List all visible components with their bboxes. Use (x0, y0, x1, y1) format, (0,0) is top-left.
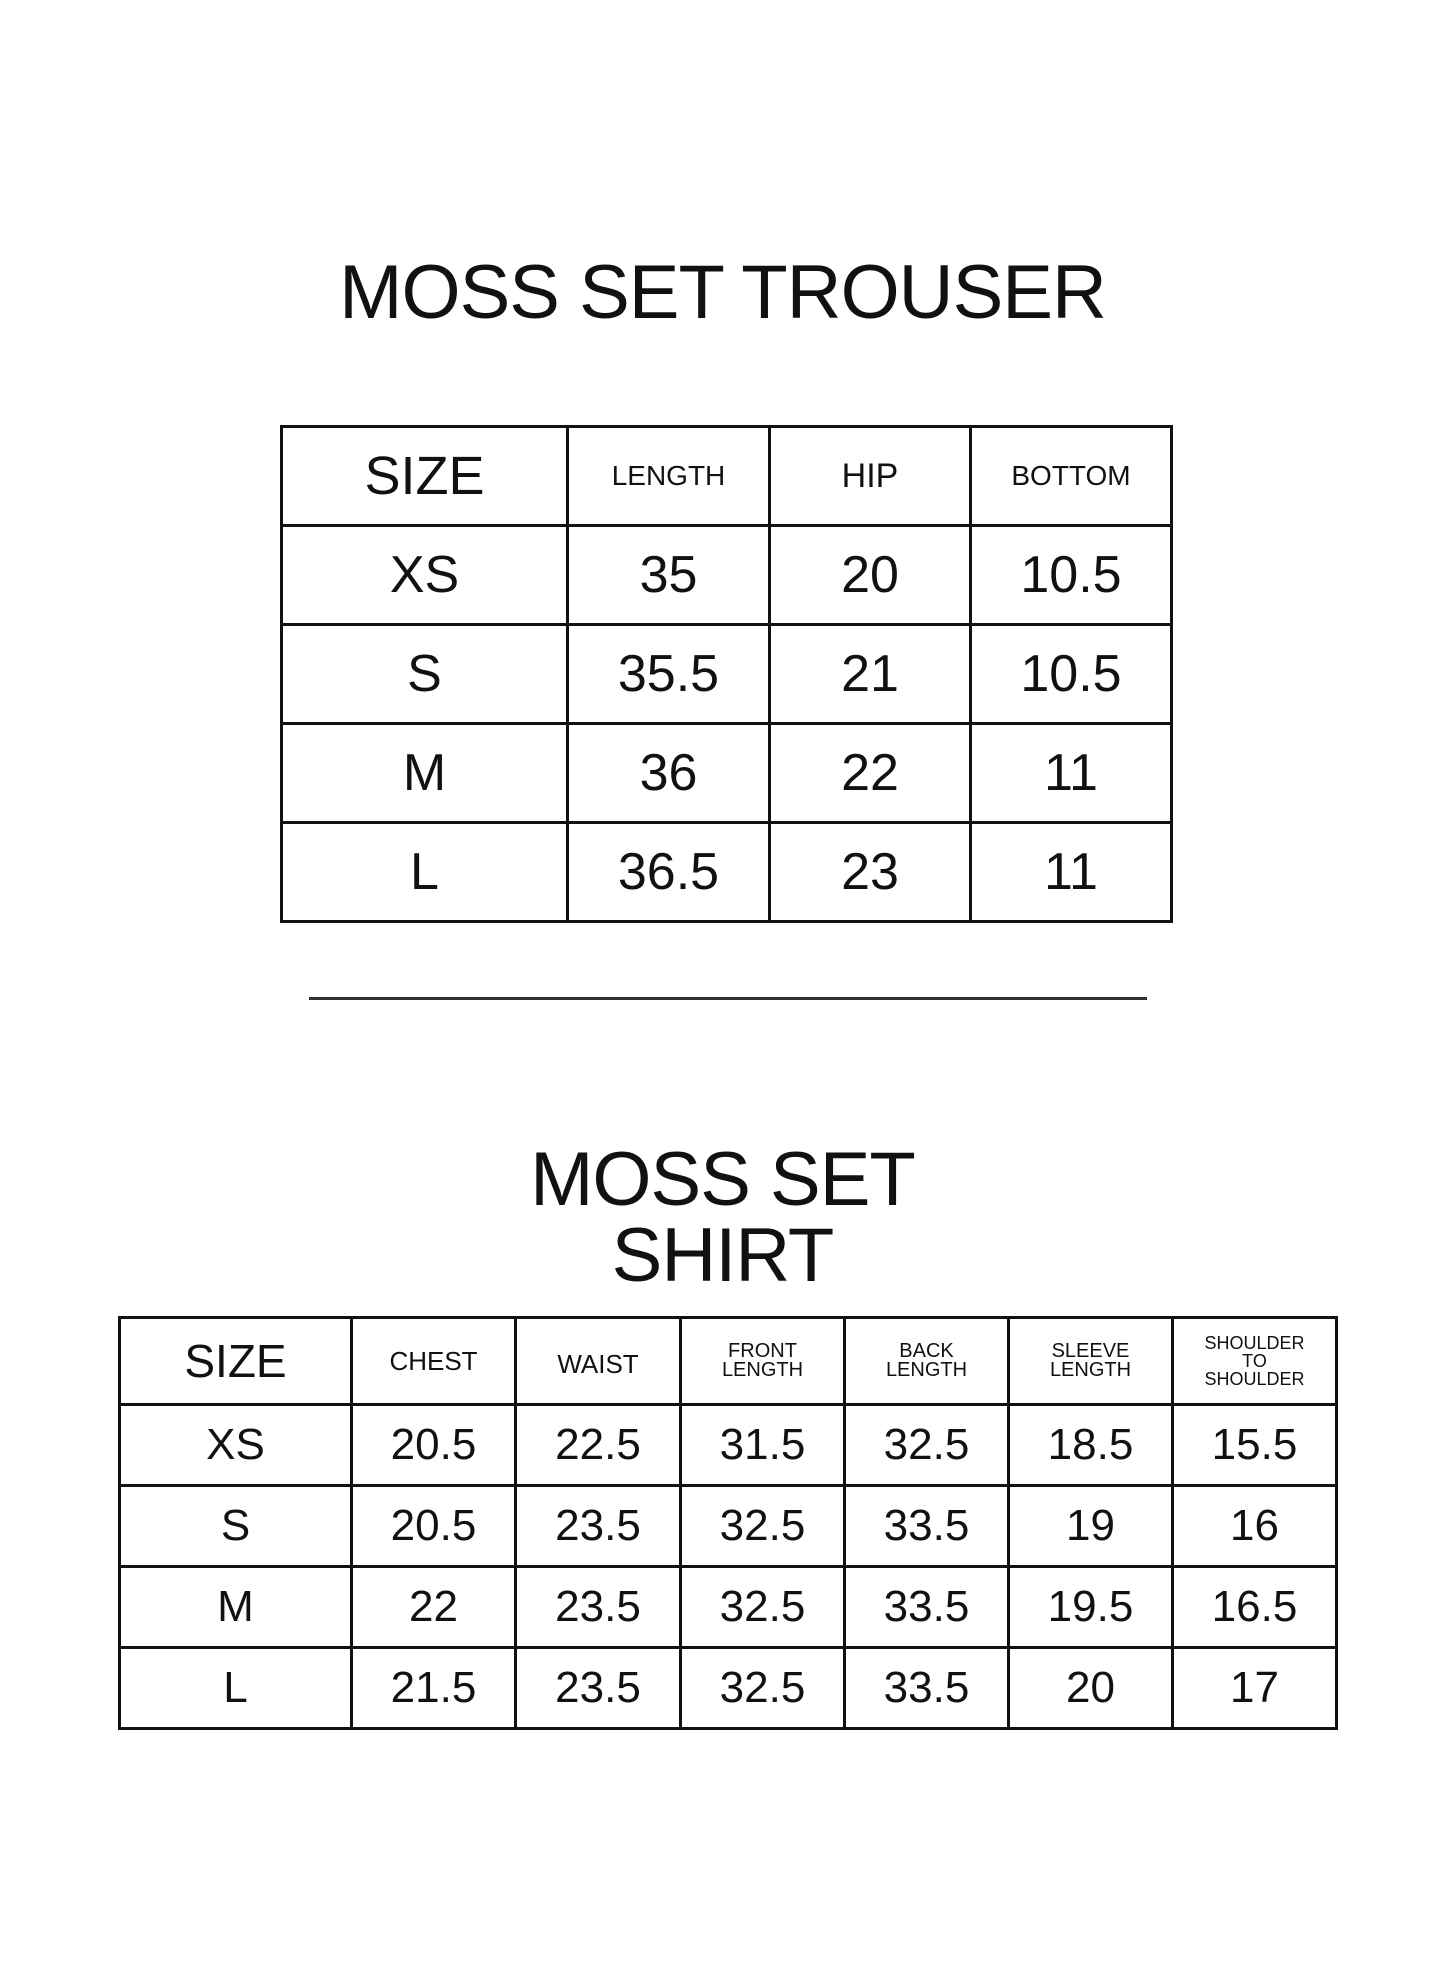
waist-cell: 23.5 (516, 1648, 681, 1729)
table-row (282, 526, 1172, 625)
bottom-cell: 11 (971, 724, 1172, 823)
length-cell: 35 (568, 526, 770, 625)
back-length-cell: 33.5 (845, 1648, 1009, 1729)
sleeve-length-cell: 18.5 (1009, 1405, 1173, 1486)
sleeve-length-cell: 19.5 (1009, 1567, 1173, 1648)
shirt-header-size: SIZE (120, 1318, 352, 1405)
back-length-cell: 33.5 (845, 1486, 1009, 1567)
table-row (282, 625, 1172, 724)
chest-cell: 22 (352, 1567, 516, 1648)
trouser-header-length: LENGTH (568, 427, 770, 526)
size-cell: L (120, 1648, 352, 1729)
shoulder-cell: 15.5 (1173, 1405, 1337, 1486)
shirt-header-front-length: FRONT LENGTH (681, 1318, 845, 1405)
bottom-cell: 10.5 (971, 526, 1172, 625)
shirt-size-table (118, 1316, 1338, 1730)
chest-cell: 21.5 (352, 1648, 516, 1729)
table-row (282, 823, 1172, 922)
size-cell: XS (120, 1405, 352, 1486)
shoulder-cell: 16 (1173, 1486, 1337, 1567)
waist-cell: 23.5 (516, 1567, 681, 1648)
shirt-header-back-length: BACK LENGTH (845, 1318, 1009, 1405)
shirt-header-sleeve-length: SLEEVE LENGTH (1009, 1318, 1173, 1405)
shirt-header-chest: CHEST (352, 1318, 516, 1405)
trouser-header-bottom: BOTTOM (971, 427, 1172, 526)
shirt-header-row (120, 1318, 1337, 1405)
waist-cell: 23.5 (516, 1486, 681, 1567)
hip-cell: 23 (770, 823, 971, 922)
shirt-title-line2: SHIRT (611, 1213, 834, 1298)
shirt-title-line1: MOSS SET (530, 1137, 915, 1222)
length-cell: 36.5 (568, 823, 770, 922)
table-row (120, 1405, 1337, 1486)
table-row (120, 1648, 1337, 1729)
front-length-cell: 32.5 (681, 1486, 845, 1567)
shirt-header-waist: WAIST (516, 1318, 681, 1405)
size-cell: M (120, 1567, 352, 1648)
shoulder-cell: 17 (1173, 1648, 1337, 1729)
size-cell: M (282, 724, 568, 823)
size-cell: XS (282, 526, 568, 625)
size-cell: S (282, 625, 568, 724)
table-row (120, 1567, 1337, 1648)
shirt-header-shoulder-to-shoulder: SHOULDER TO SHOULDER (1173, 1318, 1337, 1405)
sleeve-length-cell: 20 (1009, 1648, 1173, 1729)
front-length-cell: 32.5 (681, 1567, 845, 1648)
back-length-cell: 33.5 (845, 1567, 1009, 1648)
trouser-header-size: SIZE (282, 427, 568, 526)
waist-cell: 22.5 (516, 1405, 681, 1486)
shoulder-cell: 16.5 (1173, 1567, 1337, 1648)
chest-cell: 20.5 (352, 1405, 516, 1486)
size-cell: L (282, 823, 568, 922)
size-cell: S (120, 1486, 352, 1567)
length-cell: 35.5 (568, 625, 770, 724)
trouser-size-table (280, 425, 1173, 923)
hip-cell: 21 (770, 625, 971, 724)
length-cell: 36 (568, 724, 770, 823)
table-row (120, 1486, 1337, 1567)
hip-cell: 20 (770, 526, 971, 625)
chest-cell: 20.5 (352, 1486, 516, 1567)
trouser-header-row (282, 427, 1172, 526)
trouser-header-hip: HIP (770, 427, 971, 526)
bottom-cell: 11 (971, 823, 1172, 922)
hip-cell: 22 (770, 724, 971, 823)
trouser-title: MOSS SET TROUSER (339, 250, 1106, 335)
sleeve-length-cell: 19 (1009, 1486, 1173, 1567)
front-length-cell: 31.5 (681, 1405, 845, 1486)
back-length-cell: 32.5 (845, 1405, 1009, 1486)
table-row (282, 724, 1172, 823)
bottom-cell: 10.5 (971, 625, 1172, 724)
section-divider (309, 997, 1147, 1000)
front-length-cell: 32.5 (681, 1648, 845, 1729)
